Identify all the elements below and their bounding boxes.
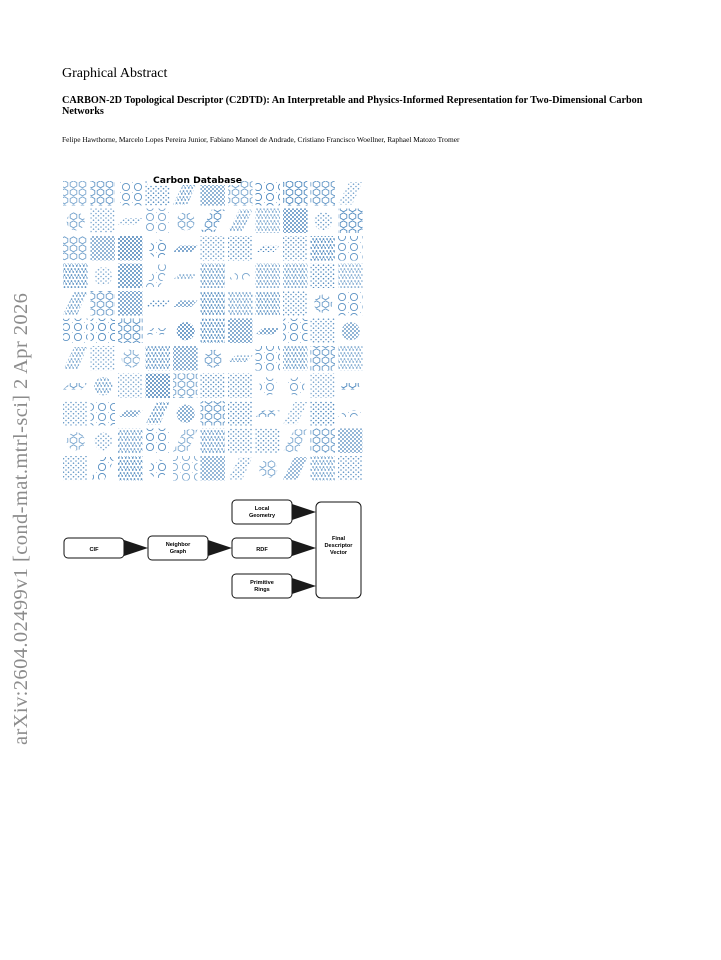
carbon-structure-tile — [283, 181, 308, 206]
final-label-line1: Final — [331, 536, 346, 542]
carbon-structure-tile — [256, 245, 281, 252]
carbon-structure-tile — [146, 209, 171, 234]
carbon-structure-tile — [338, 209, 363, 234]
local-geometry-label-line1: Local — [254, 506, 270, 512]
carbon-structure-tile — [201, 210, 226, 233]
carbon-structure-tile — [173, 273, 198, 280]
section-heading: Graphical Abstract — [62, 66, 168, 81]
primitive-rings-label-line2: Rings — [254, 587, 270, 593]
arxiv-identifier: arXiv:2604.02499v1 [cond-mat.mtrl-sci] 2 Apr 2026 — [10, 292, 32, 745]
carbon-structure-tile — [283, 291, 308, 316]
carbon-structure-tile — [338, 383, 363, 390]
carbon-structure-tile — [287, 377, 305, 395]
carbon-structure-tile — [283, 264, 308, 289]
carbon-structure-tile — [311, 346, 336, 371]
carbon-structure-tile — [256, 410, 281, 417]
carbon-structure-tile — [63, 383, 88, 390]
carbon-structure-tile — [201, 401, 226, 426]
carbon-structure-tile — [256, 328, 281, 335]
carbon-structure-tile — [201, 456, 226, 481]
carbon-structure-tile — [311, 319, 336, 344]
carbon-structure-tile — [228, 401, 253, 426]
carbon-structure-tile — [256, 346, 281, 371]
carbon-structure-tile — [118, 181, 143, 206]
carbon-structure-tile — [338, 182, 363, 205]
carbon-structure-tile — [67, 212, 85, 230]
carbon-structure-tile — [228, 273, 253, 280]
carbon-structure-tile — [173, 300, 198, 307]
carbon-structure-tile — [201, 319, 226, 344]
carbon-structure-tile — [338, 291, 363, 316]
carbon-structure-tile — [256, 291, 281, 316]
primitive-rings-box — [232, 574, 292, 598]
carbon-structure-tile — [173, 374, 198, 399]
carbon-structure-tile — [201, 429, 226, 454]
carbon-structure-tile — [283, 457, 308, 480]
carbon-structure-tile — [91, 291, 116, 316]
carbon-structure-tile — [228, 355, 253, 362]
carbon-structure-tile — [67, 432, 85, 450]
carbon-structure-tile — [311, 264, 336, 289]
author-list: Felipe Hawthorne, Marcelo Lopes Pereira Junior, Fabiano Manoel de Andrade, Cristiano Francisco Woellner, Raphael Matozo Tromer — [62, 135, 460, 144]
carbon-structure-tile — [118, 319, 143, 344]
carbon-structure-tile — [118, 291, 143, 316]
carbon-structure-tile — [149, 240, 167, 258]
arrow-rdf-to-final — [292, 540, 316, 556]
carbon-structure-tile — [94, 377, 112, 395]
neighbor-graph-label-line1: Neighbor — [165, 542, 191, 548]
carbon-structure-tile — [283, 402, 308, 425]
carbon-structure-tile — [118, 410, 143, 417]
carbon-structure-tile — [204, 350, 222, 368]
carbon-structure-tile — [173, 456, 198, 481]
carbon-structure-tile — [283, 346, 308, 371]
carbon-structure-tile — [256, 181, 281, 206]
carbon-structure-tile — [228, 210, 253, 233]
carbon-structure-tile — [228, 236, 253, 261]
arrow-graph-to-rdf — [208, 540, 232, 556]
carbon-structure-tile — [91, 401, 116, 426]
primitive-rings-label-line1: Primitive — [250, 580, 274, 586]
carbon-structure-tile — [311, 181, 336, 206]
carbon-structure-tile — [118, 236, 143, 261]
carbon-structure-tile — [311, 456, 336, 481]
paper-title: CARBON-2D Topological Descriptor (C2DTD): An Interpretable and Physics-Informed Representation for Two-Dimensional Carbon Networks — [62, 95, 643, 117]
carbon-structure-tile — [91, 319, 116, 344]
carbon-structure-tile — [63, 236, 88, 261]
carbon-structure-tile — [228, 291, 253, 316]
carbon-structure-tile — [338, 429, 363, 454]
carbon-structure-tile — [94, 267, 112, 285]
carbon-structure-tile — [91, 236, 116, 261]
local-geometry-box — [232, 500, 292, 524]
local-geometry-label-line2: Geometry — [248, 513, 276, 519]
carbon-structure-tile — [283, 209, 308, 234]
carbon-structure-tile — [146, 328, 171, 335]
carbon-structure-tile — [149, 460, 167, 478]
carbon-structure-tile — [118, 429, 143, 454]
arrow-geometry-to-final — [292, 504, 316, 520]
arrow-cif-to-graph — [124, 540, 148, 556]
final-label-line3: Vector — [329, 550, 348, 556]
pipeline-flowchart — [64, 500, 361, 598]
carbon-structure-tile — [311, 374, 336, 399]
carbon-structure-tile — [122, 350, 140, 368]
carbon-structure-tile — [228, 429, 253, 454]
neighbor-graph-box — [148, 536, 208, 560]
neighbor-graph-label-line2: Graph — [169, 549, 187, 555]
carbon-structure-tile — [91, 181, 116, 206]
carbon-structure-tile — [201, 291, 226, 316]
carbon-structure-tile — [173, 346, 198, 371]
carbon-structure-tile — [177, 322, 195, 340]
carbon-structure-tile — [94, 432, 112, 450]
carbon-structure-tile — [118, 264, 143, 289]
carbon-structure-tile — [228, 374, 253, 399]
carbon-structure-tile — [63, 292, 88, 315]
carbon-structure-tile — [91, 209, 116, 234]
carbon-structure-tile — [338, 264, 363, 289]
carbon-structure-tile — [228, 457, 253, 480]
carbon-structure-tile — [256, 429, 281, 454]
carbon-structure-tile — [228, 319, 253, 344]
carbon-structure-tile — [118, 218, 143, 225]
final-label-line2: Descriptor — [324, 543, 353, 549]
carbon-structure-tile — [146, 300, 171, 307]
carbon-structure-tile — [338, 236, 363, 261]
carbon-structure-tile — [314, 212, 332, 230]
carbon-structure-tile — [342, 322, 360, 340]
carbon-structure-tile — [146, 374, 171, 399]
rdf-label: RDF — [256, 547, 268, 553]
carbon-structure-tile — [259, 377, 277, 395]
arrow-rings-to-final — [292, 578, 316, 594]
carbon-structure-tile — [311, 401, 336, 426]
carbon-structure-tile — [63, 319, 88, 344]
carbon-structure-tile — [118, 374, 143, 399]
carbon-structure-tile — [63, 181, 88, 206]
carbon-database-title: Carbon Database — [153, 175, 242, 186]
carbon-structure-tile — [201, 264, 226, 289]
carbon-structure-tile — [256, 264, 281, 289]
carbon-structure-tile — [173, 430, 198, 453]
carbon-structure-tile — [63, 264, 88, 289]
carbon-structure-tile — [311, 429, 336, 454]
carbon-structure-tile — [146, 346, 171, 371]
carbon-structure-tile — [177, 405, 195, 423]
carbon-structure-grid — [63, 181, 363, 481]
carbon-structure-tile — [283, 236, 308, 261]
carbon-structure-tile — [177, 212, 195, 230]
carbon-structure-tile — [259, 460, 277, 478]
carbon-structure-tile — [146, 265, 171, 288]
carbon-structure-tile — [201, 374, 226, 399]
carbon-structure-tile — [63, 456, 88, 481]
carbon-structure-tile — [173, 245, 198, 252]
carbon-structure-tile — [311, 236, 336, 261]
carbon-structure-tile — [256, 209, 281, 234]
carbon-structure-tile — [314, 295, 332, 313]
cif-label: CIF — [89, 547, 99, 553]
carbon-structure-tile — [146, 429, 171, 454]
carbon-structure-tile — [283, 319, 308, 344]
carbon-structure-tile — [338, 456, 363, 481]
graphical-abstract-figure — [60, 172, 366, 604]
carbon-structure-tile — [91, 457, 116, 480]
carbon-structure-tile — [91, 346, 116, 371]
carbon-structure-tile — [63, 401, 88, 426]
carbon-structure-tile — [338, 346, 363, 371]
carbon-structure-tile — [118, 456, 143, 481]
carbon-structure-tile — [201, 236, 226, 261]
carbon-structure-tile — [283, 430, 308, 453]
carbon-structure-tile — [338, 410, 363, 417]
carbon-structure-tile — [146, 402, 171, 425]
carbon-structure-tile — [63, 347, 88, 370]
